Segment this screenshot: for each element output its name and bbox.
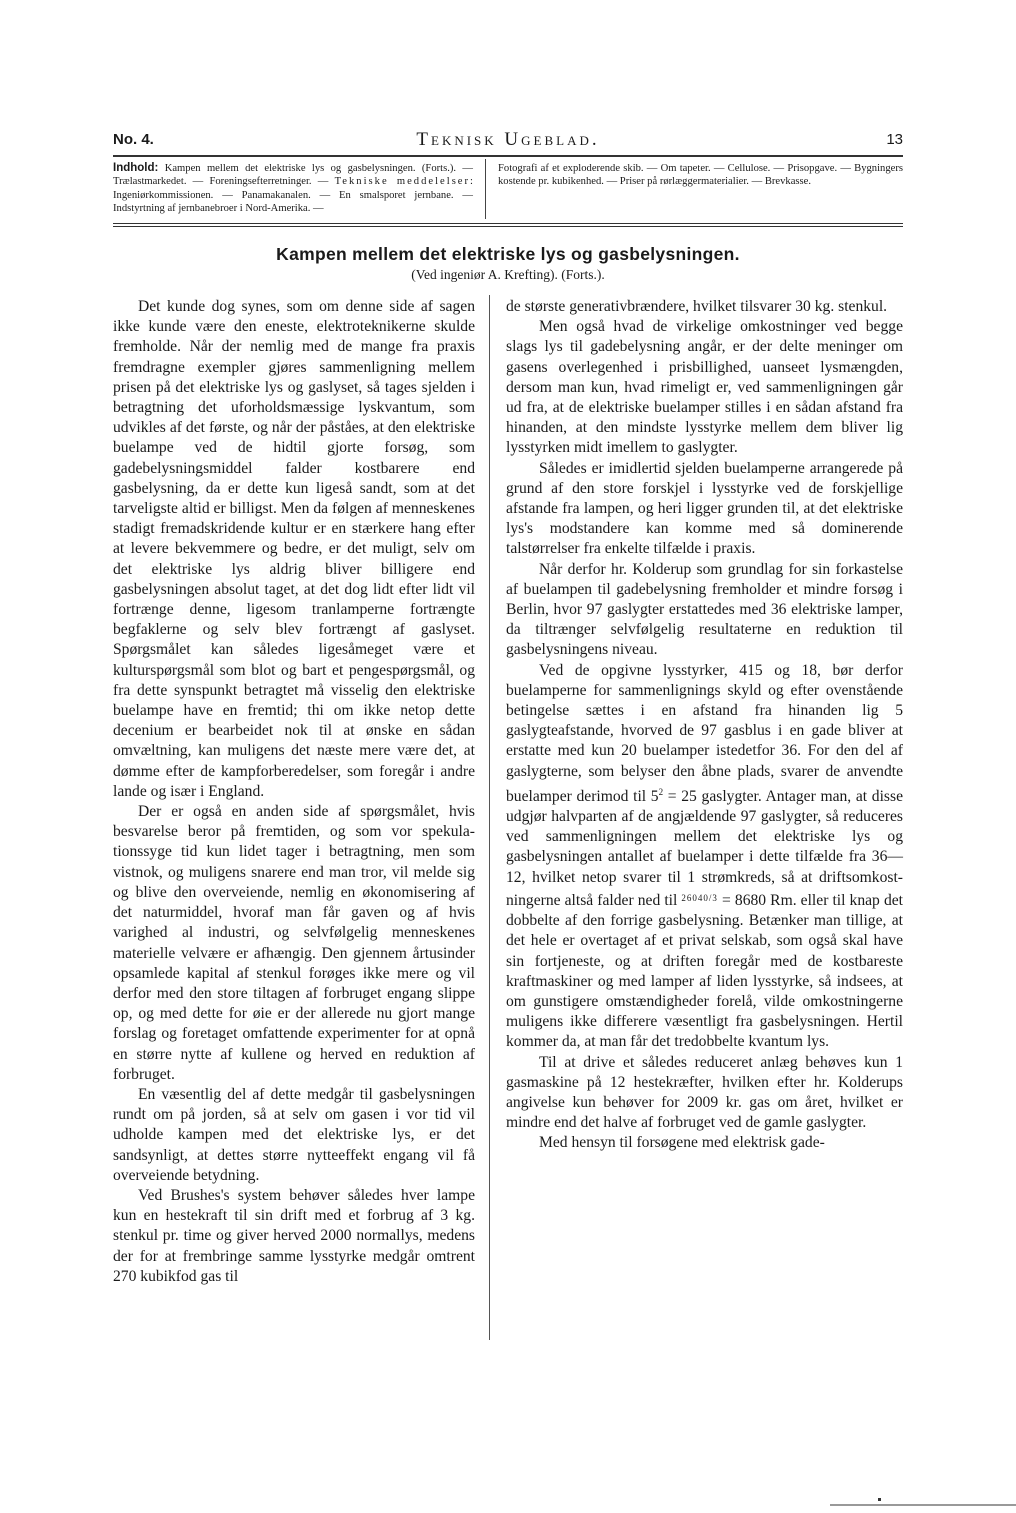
toc-divider — [485, 159, 486, 219]
paragraph: En væsentlig del af dette medgår til gasbelysningen rundt om på jorden, så at selv om gasen i vor tid vil udholde kampen med det elektriske lys, er det sandsynligt, at dettes større nytteeffekt engang vil få overveiende betydning. — [113, 1085, 475, 1184]
issue-number: No. 4. — [113, 131, 154, 148]
left-column — [113, 297, 475, 1287]
paragraph — [506, 661, 903, 1053]
table-of-contents-right: Fotografi af et exploderende skib. — Om tapeter. — Cellulose. — Prisopgave. — Bygningers kostende pr. kubikenhed. — Priser på rørlæggermaterialier. — Brevkasse. — [498, 163, 903, 188]
paragraph: Der er også en anden side af spørgsmålet, hvis besvarelse beror på fremtiden, og som vor spekulationssyge tid kun lidet tager i betragtning, men som vistnok, og muligens snarere end man tror, vil melde sig og blive den overveiende, nemlig en økonomisering af det naturmiddel, hvoraf man får gaven og af hvis varighed al industri, og selvfølgelig menneskenes materielle velvære er afhængig. Den gjennem årtusinder opsamlede kapital af stenkul forøges ikke mere og vil derfor med den store tiltagen af forbruget engang slippe op, og med dette for øie er der allerede nu gjort mange forslag og foretaget omfattende experimenter for at opnå en større nytte af kullene og herved en reduktion af forbruget. — [113, 803, 475, 1083]
running-head — [113, 131, 903, 153]
toc-text-1: Kampen mellem det elektriske lys og gasbelysningen. (Forts.). — Trælastmarkedet. — Foreningsefterretninger. — — [113, 163, 473, 188]
toc-bottom-rule — [113, 223, 903, 224]
paragraph: Det kunde dog synes, som om denne side af sagen ikke kunde være den eneste, elektroteknikerne skulde fremholde. Når der nemlig med de mange fra praxis fremdragne exempler gjøres sammenligning mellem prisen på det elektriske lys og gaslyset, så tages sjelden i betragtning det uforholdsmæssige lyskvantum, som udvikles af det første, og når der påståes, at den elektriske buelampe ved de hidtil gjorte forsøg, som gadebelysningsmiddel falder kostbarere end gasbelysning, da er dette kun ligeså sandt, som at det tarveligste altid er billigst. Men da følgen af menneskenes stadigt fremadskridende kultur er en stærkere hang efter at levere bekvemmere og bedre, er det muligt, selv om det elektriske lys aldrig bliver billigere end gasbelysningen absolut taget, at det dog lidt efter lidt vil fortrænge denne, ligesom tranlamperne fortrængte begfaklerne og selv blev fortrængt af gaslyset. Spørgsmålet kan således ligesåmeget være et kulturspørgsmål som blot og bart et pengespørgsmål, og fra dette synspunkt betragtet må visselig den elektriske buelampe have en fremtid; thi om ikke netop dette decenium er bearbeidet nok til at ønske en sådan omvæltning, kan muligens det næste mere være det, at dømme efter de kampforberedelser, som foregår i andre lande og især i England. — [113, 298, 475, 800]
toc-bottom-rule-2 — [113, 226, 903, 227]
table-of-contents-left — [113, 162, 473, 215]
paragraph: Med hensyn til forsøgene med elektrisk gade- — [539, 1134, 825, 1152]
header-rule — [113, 155, 903, 157]
toc-section-tekniske: Tekniske meddelelser — [334, 176, 471, 188]
paragraph-text: Ved de opgivne lysstyrker, 415 og 18, bør derfor buelamperne for sammenlignings skyld og efter ovenstående betingelse sættes i en afstand fra hinanden lig 5 gaslygteafstande, hvorved de 97 gasblus i en gade bliver at erstatte med kun 20 buelamper istedetfor 36. For den del af gaslygterne, som belyser den åbne plads, svarer de anvendte buelamper derimod til 5 — [506, 661, 903, 805]
paragraph: Således er imidlertid sjelden buelamperne arrangerede på grund af den store forskjel i lysstyrke ved de forskjellige afstande fra lampen, og heri ligger grunden til, at det elektriske lys's modstandere kan komme med så dominerende talstørrelser fra enkelte tilfælde i praxis. — [506, 459, 903, 558]
paragraph-text: = 25 gaslygter. Antager man, at disse udgjør halvparten af de angjældende 97 gaslygter, så reduceres ved sammenligningen mellem det elektriske lys og gasbelysningen antallet af buelamper i dette tilfælde fra 36—12, hvilket netop svarer til 1 strømkreds, så at driftsomkostningerne altså falder ned til — [506, 787, 903, 909]
article-byline: (Ved ingeniør A. Krefting). (Forts.). — [411, 267, 605, 282]
toc-label: Indhold: — [113, 162, 159, 174]
article-title: Kampen mellem det elektriske lys og gasbelysningen. — [276, 244, 740, 264]
scan-artifact-line — [830, 1504, 1016, 1506]
paragraph: Men også hvad de virkelige omkostninger ved begge slags lys til gadebelysning angår, er der delte meninger om gasens overlegenhed i prisbillighed, uanseet lysmængden, dersom man kun, hvad rimeligt er, ved sammenligningen går ud fra, at de elektriske buelamper stilles i en sådan afstand fra hinanden, at den mindste lysstyrke mellem dem bliver lig lysstyrken midt imellem to gaslygter. — [506, 318, 903, 457]
right-column — [506, 297, 903, 1154]
toc-text-2: : Ingeniørkommissionen. — Panamakanalen. — En smalsporet jernbane. — Indstyrtning af jernbanebroer i Nord-Amerika. — — [113, 176, 473, 214]
superscript: 2 — [658, 786, 664, 797]
journal-title: Teknisk Ugeblad. — [416, 129, 600, 150]
fraction: 26040/3 — [681, 892, 718, 903]
paragraph: Til at drive et således reduceret anlæg behøves kun 1 gasmaskine på 12 hestekræfter, hvilken efter hr. Kolderups angivelse kun behøver for 2009 kr. gas om året, hvilket er mindre end det halve af forbruget ved de gamle gaslygter. — [506, 1053, 903, 1132]
page-number: 13 — [886, 131, 903, 148]
scan-artifact-dot — [878, 1498, 881, 1501]
paragraph: Ved Brushes's system behøver således hver lampe kun en hestekraft til sin drift med et forbrug af 3 kg. stenkul pr. time og giver herved 2000 normallys, medens der for at frembringe samme lysstyrke medgår omtrent 270 kubikfod gas til — [113, 1186, 475, 1285]
column-divider — [489, 295, 490, 1340]
paragraph: Når derfor hr. Kolderup som grundlag for sin forkastelse af buelampen til gadebelysning fremholder et mindre forsøg i Berlin, hvor 97 gaslygter erstattedes med 36 elektriske lamper, da tiltrænger selvfølgelig resultaterne en reduktion til gasbelysningens niveau. — [506, 560, 903, 659]
paragraph-text: = 8680 Rm. eller til knap det dobbelte af den forrige gasbelysning. Betænker man tillige, at det hele er overtaget af et privat selskab, som også skal have sin fortjeneste, og at driften foregår med de kostbareste kraftmaskiner og med lamper af liden lysstyrke, så indsees, at om gunstigere omstændigheder forelå, vilde omkostningerne muligens ikke differere væsentligt fra gasbelysningen. Hertil kommer da, at man får det tredobbelte kvantum lys. — [506, 891, 903, 1051]
paragraph: de største generativbrændere, hvilket tilsvarer 30 kg. stenkul. — [506, 298, 888, 315]
